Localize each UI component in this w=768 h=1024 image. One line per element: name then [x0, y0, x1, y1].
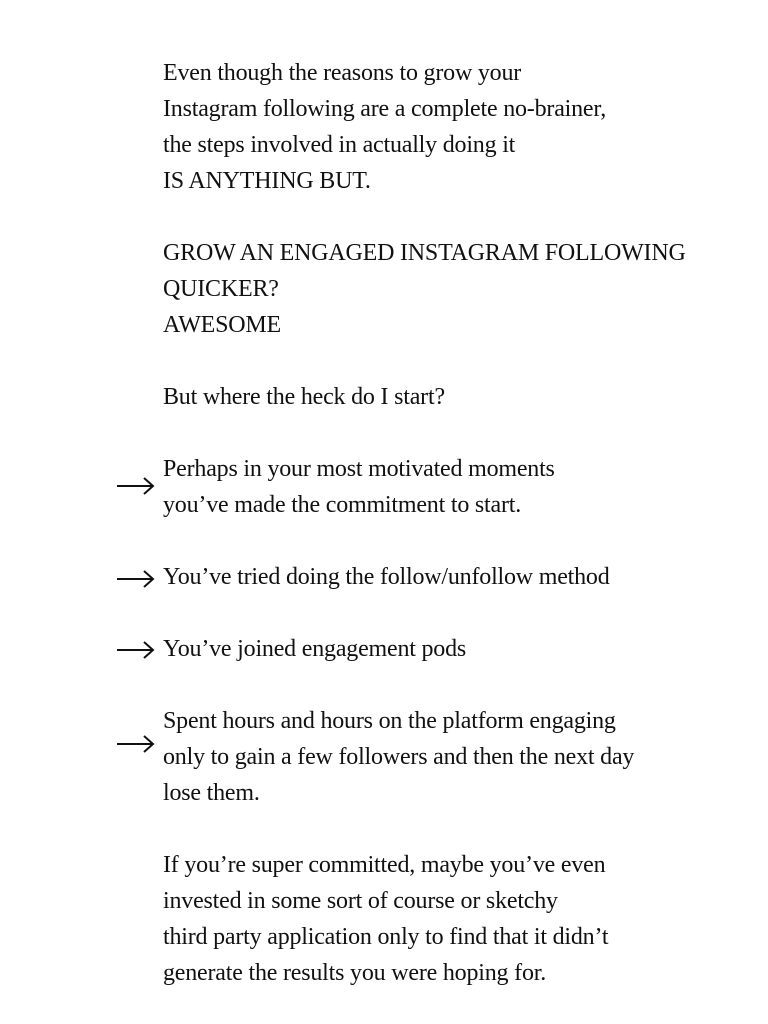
arrow-right-icon	[116, 476, 156, 496]
question-text: But where the heck do I start?	[163, 384, 445, 410]
headline-line: AWESOME	[163, 312, 282, 338]
bullet-line: only to gain a few followers and then the next day	[163, 744, 635, 770]
bullet-line: You’ve tried doing the follow/unfollow method	[163, 564, 610, 590]
bullet-line: Perhaps in your most motivated moments	[163, 456, 555, 482]
intro-line: Even though the reasons to grow your	[163, 60, 522, 86]
closing-line: generate the results you were hoping for.	[163, 960, 547, 986]
bullet-line: lose them.	[163, 780, 260, 806]
closing-line: If you’re super committed, maybe you’ve even	[163, 852, 606, 878]
closing-line: third party application only to find that it didn’t	[163, 924, 609, 950]
headline-line: QUICKER?	[163, 276, 279, 302]
intro-line: IS ANYTHING BUT.	[163, 168, 371, 194]
intro-line: the steps involved in actually doing it	[163, 132, 516, 158]
arrow-right-icon	[116, 569, 156, 589]
bullet-line: you’ve made the commitment to start.	[163, 492, 522, 518]
arrow-right-icon	[116, 640, 156, 660]
headline-line: GROW AN ENGAGED INSTAGRAM FOLLOWING	[163, 240, 686, 266]
bullet-line: You’ve joined engagement pods	[163, 636, 467, 662]
closing-line: invested in some sort of course or sketchy	[163, 888, 558, 914]
arrow-right-icon	[116, 734, 156, 754]
intro-line: Instagram following are a complete no-brainer,	[163, 96, 606, 122]
bullet-line: Spent hours and hours on the platform engaging	[163, 708, 616, 734]
